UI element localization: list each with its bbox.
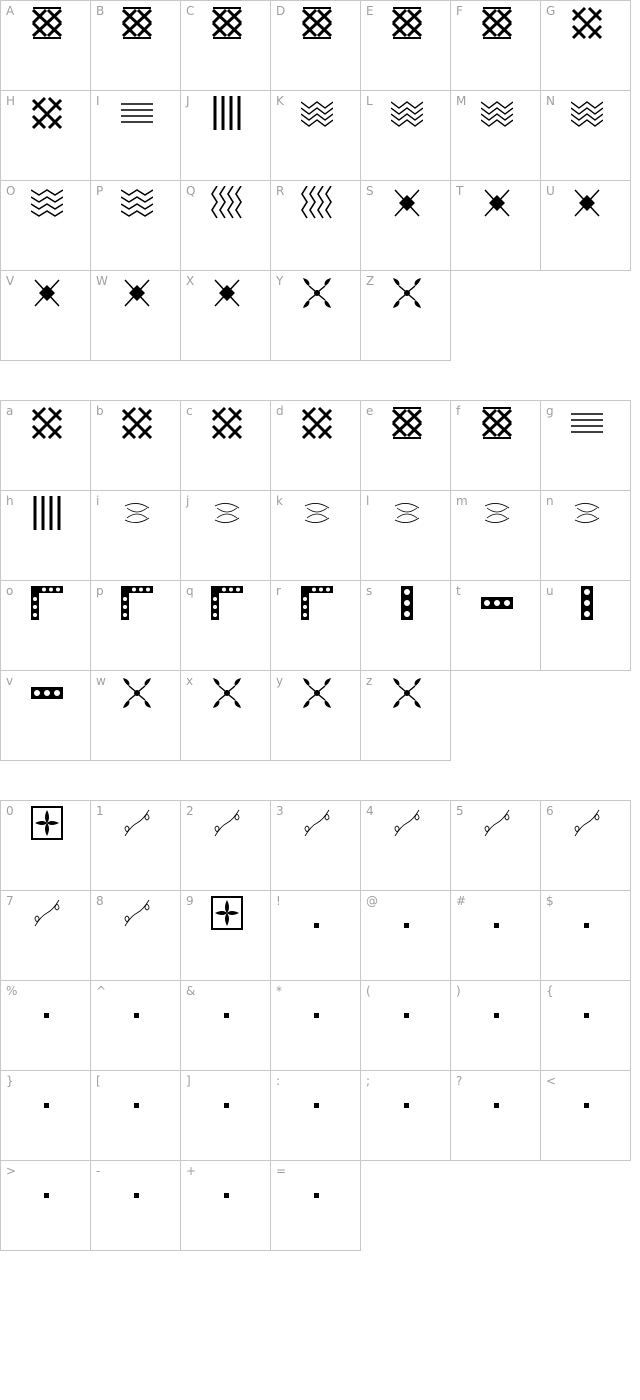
glyph-row bbox=[0, 270, 632, 360]
glyph-cell bbox=[90, 0, 180, 90]
glyph-cell bbox=[450, 0, 540, 90]
vertical-chevrons-icon bbox=[211, 186, 243, 220]
floral-corner-icon bbox=[301, 676, 333, 710]
glyph-key-label: A bbox=[6, 4, 15, 18]
glyph-key-label: w bbox=[96, 674, 106, 688]
glyph-row bbox=[0, 980, 632, 1070]
glyph-row bbox=[0, 0, 632, 90]
glyph-key-label: C bbox=[186, 4, 195, 18]
glyph-key-label: t bbox=[456, 584, 461, 598]
crossed-lattice-icon bbox=[121, 406, 153, 440]
lattice-fret-icon bbox=[211, 6, 243, 40]
glyph-key-label: 2 bbox=[186, 804, 194, 818]
glyph-key-label: 3 bbox=[276, 804, 284, 818]
glyph-cell bbox=[540, 580, 631, 671]
glyph-cell bbox=[270, 890, 360, 980]
glyph-cell bbox=[270, 800, 360, 890]
glyph-cell bbox=[0, 670, 90, 761]
glyph-cell bbox=[450, 890, 540, 980]
scroll-flourish-icon bbox=[301, 806, 333, 840]
glyph-key-label: * bbox=[276, 984, 282, 998]
square-dot-icon bbox=[314, 923, 319, 928]
horizontal-lines-icon bbox=[571, 406, 603, 440]
glyph-key-label: y bbox=[276, 674, 284, 688]
glyph-key-label: = bbox=[276, 1164, 287, 1178]
glyph-key-label: [ bbox=[96, 1074, 101, 1088]
flourish-knot-icon bbox=[481, 496, 513, 530]
glyph-cell bbox=[360, 180, 450, 270]
glyph-key-label: O bbox=[6, 184, 16, 198]
floral-ornament-icon bbox=[301, 276, 333, 310]
glyph-cell bbox=[540, 800, 631, 890]
glyph-key-label: m bbox=[456, 494, 468, 508]
glyph-key-label: T bbox=[456, 184, 464, 198]
square-dot-icon bbox=[134, 1103, 139, 1108]
glyph-cell bbox=[90, 980, 180, 1070]
glyph-cell bbox=[180, 1070, 270, 1160]
zigzag-pattern-icon bbox=[301, 96, 333, 130]
glyph-key-label: n bbox=[546, 494, 554, 508]
glyph-cell bbox=[360, 400, 450, 490]
glyph-cell bbox=[180, 0, 270, 90]
diamond-motif-icon bbox=[31, 276, 63, 310]
scroll-flourish-icon bbox=[391, 806, 423, 840]
glyph-key-label: g bbox=[546, 404, 554, 418]
glyph-cell bbox=[540, 1070, 631, 1161]
frame-corner-icon bbox=[211, 586, 243, 620]
scroll-flourish-icon bbox=[31, 896, 63, 930]
diamond-motif-icon bbox=[391, 186, 423, 220]
glyph-key-label: I bbox=[96, 94, 100, 108]
glyph-key-label: s bbox=[366, 584, 373, 598]
glyph-cell bbox=[450, 1070, 540, 1161]
flourish-knot-icon bbox=[571, 496, 603, 530]
glyph-key-label: & bbox=[186, 984, 196, 998]
frame-corner-icon bbox=[121, 586, 153, 620]
floral-corner-icon bbox=[121, 676, 153, 710]
glyph-row bbox=[0, 670, 632, 760]
glyph-cell bbox=[360, 580, 450, 670]
glyph-key-label: D bbox=[276, 4, 286, 18]
glyph-key-label: ( bbox=[366, 984, 371, 998]
glyph-cell bbox=[360, 980, 450, 1070]
square-dot-icon bbox=[134, 1193, 139, 1198]
lattice-band-icon bbox=[391, 406, 423, 440]
glyph-key-label: Y bbox=[276, 274, 284, 288]
glyph-key-label: 4 bbox=[366, 804, 374, 818]
glyph-cell bbox=[180, 580, 270, 670]
glyph-key-label: N bbox=[546, 94, 555, 108]
glyph-cell bbox=[180, 1160, 270, 1251]
glyph-key-label: E bbox=[366, 4, 374, 18]
glyph-cell bbox=[450, 980, 540, 1070]
glyph-key-label: x bbox=[186, 674, 194, 688]
glyph-cell bbox=[450, 90, 540, 180]
glyph-key-label: l bbox=[366, 494, 370, 508]
glyph-key-label: 0 bbox=[6, 804, 14, 818]
glyph-cell bbox=[0, 0, 90, 90]
glyph-cell bbox=[360, 490, 450, 580]
glyph-cell bbox=[450, 400, 540, 490]
glyph-cell bbox=[540, 490, 631, 580]
glyph-cell bbox=[360, 0, 450, 90]
floral-corner-icon bbox=[391, 676, 423, 710]
zigzag-pattern-icon bbox=[481, 96, 513, 130]
glyph-key-label: e bbox=[366, 404, 374, 418]
glyph-key-label: 9 bbox=[186, 894, 194, 908]
glyph-key-label: K bbox=[276, 94, 284, 108]
glyph-cell bbox=[180, 270, 270, 361]
square-dot-icon bbox=[404, 1103, 409, 1108]
glyph-row bbox=[0, 1070, 632, 1160]
scroll-flourish-icon bbox=[121, 896, 153, 930]
frame-side-icon bbox=[391, 586, 423, 620]
glyph-key-label: o bbox=[6, 584, 14, 598]
glyph-cell bbox=[540, 890, 631, 980]
glyph-cell bbox=[360, 890, 450, 980]
glyph-cell bbox=[0, 580, 90, 670]
glyph-key-label: ^ bbox=[96, 984, 107, 998]
crossed-lattice-icon bbox=[31, 406, 63, 440]
scroll-flourish-icon bbox=[121, 806, 153, 840]
glyph-key-label: c bbox=[186, 404, 193, 418]
glyph-cell bbox=[540, 400, 631, 490]
glyph-row bbox=[0, 890, 632, 980]
glyph-key-label: G bbox=[546, 4, 556, 18]
crossed-lattice-icon bbox=[571, 6, 603, 40]
glyph-cell bbox=[0, 800, 90, 890]
glyph-row bbox=[0, 490, 632, 580]
lattice-band-icon bbox=[391, 6, 423, 40]
glyph-key-label: H bbox=[6, 94, 16, 108]
glyph-key-label: v bbox=[6, 674, 14, 688]
square-dot-icon bbox=[44, 1103, 49, 1108]
glyph-cell bbox=[270, 490, 360, 580]
frame-side-icon bbox=[571, 586, 603, 620]
glyph-cell bbox=[90, 270, 180, 361]
glyph-cell bbox=[540, 180, 631, 271]
glyph-key-label: L bbox=[366, 94, 373, 108]
frame-corner-icon bbox=[301, 586, 333, 620]
glyph-cell bbox=[270, 90, 360, 180]
ornate-tile-icon bbox=[211, 896, 243, 930]
vertical-chevrons-icon bbox=[301, 186, 333, 220]
glyph-cell bbox=[360, 670, 451, 761]
glyph-cell bbox=[270, 400, 360, 490]
ornate-tile-icon bbox=[31, 806, 63, 840]
glyph-key-label: i bbox=[96, 494, 100, 508]
glyph-key-label: X bbox=[186, 274, 195, 288]
glyph-key-label: P bbox=[96, 184, 104, 198]
square-dot-icon bbox=[224, 1013, 229, 1018]
glyph-cell bbox=[270, 1070, 360, 1160]
glyph-cell bbox=[90, 670, 180, 761]
square-dot-icon bbox=[494, 1103, 499, 1108]
square-dot-icon bbox=[494, 923, 499, 928]
glyph-cell bbox=[90, 400, 180, 490]
floral-ornament-icon bbox=[391, 276, 423, 310]
chevron-stack-icon bbox=[31, 186, 63, 220]
glyph-key-label: @ bbox=[366, 894, 378, 908]
glyph-cell bbox=[360, 800, 450, 890]
glyph-cell bbox=[90, 800, 180, 890]
glyph-key-label: $ bbox=[546, 894, 554, 908]
glyph-key-label: ) bbox=[456, 984, 461, 998]
glyph-cell bbox=[90, 580, 180, 670]
square-dot-icon bbox=[404, 1013, 409, 1018]
square-dot-icon bbox=[314, 1013, 319, 1018]
square-dot-icon bbox=[584, 1103, 589, 1108]
floral-corner-icon bbox=[211, 676, 243, 710]
crossed-lattice-icon bbox=[211, 406, 243, 440]
glyph-key-label: 1 bbox=[96, 804, 104, 818]
glyph-cell bbox=[90, 1070, 180, 1160]
glyph-key-label: F bbox=[456, 4, 463, 18]
glyph-key-label: + bbox=[186, 1164, 197, 1178]
glyph-key-label: f bbox=[456, 404, 461, 418]
zigzag-pattern-icon bbox=[571, 96, 603, 130]
glyph-cell bbox=[0, 980, 90, 1070]
scroll-flourish-icon bbox=[481, 806, 513, 840]
glyph-key-label: # bbox=[456, 894, 467, 908]
frame-top-icon bbox=[481, 586, 513, 620]
glyph-cell bbox=[360, 90, 450, 180]
glyph-key-label: J bbox=[186, 94, 190, 108]
glyph-key-label: M bbox=[456, 94, 467, 108]
glyph-cell bbox=[180, 980, 270, 1070]
glyph-grid-uppercase bbox=[0, 0, 632, 360]
glyph-cell bbox=[270, 670, 360, 761]
glyph-cell bbox=[540, 0, 631, 90]
square-dot-icon bbox=[314, 1193, 319, 1198]
lattice-column-icon bbox=[481, 406, 513, 440]
diamond-motif-icon bbox=[481, 186, 513, 220]
glyph-key-label: 5 bbox=[456, 804, 464, 818]
glyph-cell bbox=[270, 580, 360, 670]
glyph-cell bbox=[90, 1160, 180, 1251]
glyph-cell bbox=[0, 180, 90, 270]
glyph-cell bbox=[450, 580, 540, 671]
glyph-cell bbox=[0, 1160, 90, 1251]
glyph-cell bbox=[180, 490, 270, 580]
glyph-cell bbox=[450, 800, 540, 890]
horizontal-lines-icon bbox=[121, 96, 153, 130]
glyph-key-label: 7 bbox=[6, 894, 14, 908]
glyph-cell bbox=[0, 90, 90, 180]
glyph-cell bbox=[180, 800, 270, 890]
glyph-cell bbox=[270, 0, 360, 90]
glyph-cell bbox=[90, 890, 180, 980]
glyph-key-label: } bbox=[6, 1074, 14, 1088]
glyph-cell bbox=[270, 1160, 361, 1251]
square-dot-icon bbox=[224, 1193, 229, 1198]
glyph-key-label: Z bbox=[366, 274, 375, 288]
glyph-cell bbox=[180, 180, 270, 270]
glyph-key-label: 8 bbox=[96, 894, 104, 908]
square-dot-icon bbox=[584, 1013, 589, 1018]
glyph-key-label: p bbox=[96, 584, 104, 598]
glyph-cell bbox=[0, 270, 90, 361]
glyph-key-label: q bbox=[186, 584, 194, 598]
glyph-cell bbox=[180, 90, 270, 180]
crossed-lattice-icon bbox=[31, 96, 63, 130]
glyph-key-label: B bbox=[96, 4, 105, 18]
glyph-cell bbox=[0, 400, 90, 490]
glyph-cell bbox=[360, 1070, 450, 1161]
diamond-motif-icon bbox=[121, 276, 153, 310]
lattice-fret-icon bbox=[301, 6, 333, 40]
glyph-key-label: z bbox=[366, 674, 373, 688]
glyph-key-label: u bbox=[546, 584, 554, 598]
square-dot-icon bbox=[494, 1013, 499, 1018]
glyph-cell bbox=[540, 90, 631, 180]
glyph-cell bbox=[360, 270, 451, 361]
lattice-fret-icon bbox=[31, 6, 63, 40]
glyph-row bbox=[0, 90, 632, 180]
glyph-cell bbox=[450, 490, 540, 580]
glyph-key-label: ? bbox=[456, 1074, 463, 1088]
glyph-row bbox=[0, 400, 632, 490]
glyph-key-label: k bbox=[276, 494, 283, 508]
glyph-row bbox=[0, 800, 632, 890]
glyph-key-label: Q bbox=[186, 184, 196, 198]
glyph-key-label: ; bbox=[366, 1074, 371, 1088]
scroll-flourish-icon bbox=[211, 806, 243, 840]
frame-top-icon bbox=[31, 676, 63, 710]
glyph-cell bbox=[0, 890, 90, 980]
glyph-cell bbox=[270, 180, 360, 270]
glyph-key-label: ! bbox=[276, 894, 281, 908]
square-dot-icon bbox=[134, 1013, 139, 1018]
glyph-key-label: 6 bbox=[546, 804, 554, 818]
glyph-key-label: j bbox=[186, 494, 190, 508]
glyph-cell bbox=[90, 490, 180, 580]
glyph-cell bbox=[180, 400, 270, 490]
crossed-lattice-icon bbox=[301, 406, 333, 440]
diamond-motif-icon bbox=[571, 186, 603, 220]
glyph-key-label: : bbox=[276, 1074, 281, 1088]
vertical-bars-icon bbox=[211, 96, 243, 130]
flourish-knot-icon bbox=[301, 496, 333, 530]
square-dot-icon bbox=[584, 923, 589, 928]
glyph-cell bbox=[450, 180, 540, 271]
glyph-key-label: R bbox=[276, 184, 285, 198]
square-dot-icon bbox=[314, 1103, 319, 1108]
glyph-grid-numerals-symbols bbox=[0, 800, 632, 1250]
zigzag-pattern-icon bbox=[391, 96, 423, 130]
glyph-key-label: h bbox=[6, 494, 14, 508]
glyph-cell bbox=[180, 670, 270, 761]
square-dot-icon bbox=[44, 1193, 49, 1198]
lattice-column-icon bbox=[481, 6, 513, 40]
square-dot-icon bbox=[224, 1103, 229, 1108]
square-dot-icon bbox=[44, 1013, 49, 1018]
square-dot-icon bbox=[404, 923, 409, 928]
glyph-key-label: - bbox=[96, 1164, 101, 1178]
glyph-cell bbox=[180, 890, 270, 980]
chevron-stack-icon bbox=[121, 186, 153, 220]
glyph-cell bbox=[270, 980, 360, 1070]
glyph-cell bbox=[0, 1070, 90, 1160]
glyph-key-label: d bbox=[276, 404, 284, 418]
glyph-key-label: { bbox=[546, 984, 554, 998]
vertical-bars-icon bbox=[31, 496, 63, 530]
glyph-key-label: r bbox=[276, 584, 281, 598]
glyph-key-label: < bbox=[546, 1074, 557, 1088]
flourish-knot-icon bbox=[211, 496, 243, 530]
lattice-fret-icon bbox=[121, 6, 153, 40]
scroll-flourish-icon bbox=[571, 806, 603, 840]
glyph-key-label: b bbox=[96, 404, 104, 418]
flourish-knot-icon bbox=[391, 496, 423, 530]
glyph-cell bbox=[270, 270, 360, 361]
glyph-key-label: ] bbox=[186, 1074, 191, 1088]
glyph-cell bbox=[90, 180, 180, 270]
glyph-cell bbox=[90, 90, 180, 180]
glyph-key-label: U bbox=[546, 184, 555, 198]
glyph-row bbox=[0, 180, 632, 270]
glyph-row bbox=[0, 580, 632, 670]
glyph-key-label: V bbox=[6, 274, 15, 288]
diamond-motif-icon bbox=[211, 276, 243, 310]
glyph-cell bbox=[540, 980, 631, 1070]
glyph-key-label: S bbox=[366, 184, 374, 198]
frame-corner-icon bbox=[31, 586, 63, 620]
glyph-key-label: W bbox=[96, 274, 108, 288]
glyph-key-label: > bbox=[6, 1164, 17, 1178]
flourish-knot-icon bbox=[121, 496, 153, 530]
glyph-cell bbox=[0, 490, 90, 580]
glyph-row bbox=[0, 1160, 632, 1250]
glyph-key-label: % bbox=[6, 984, 18, 998]
glyph-key-label: a bbox=[6, 404, 14, 418]
glyph-grid-lowercase bbox=[0, 400, 632, 760]
